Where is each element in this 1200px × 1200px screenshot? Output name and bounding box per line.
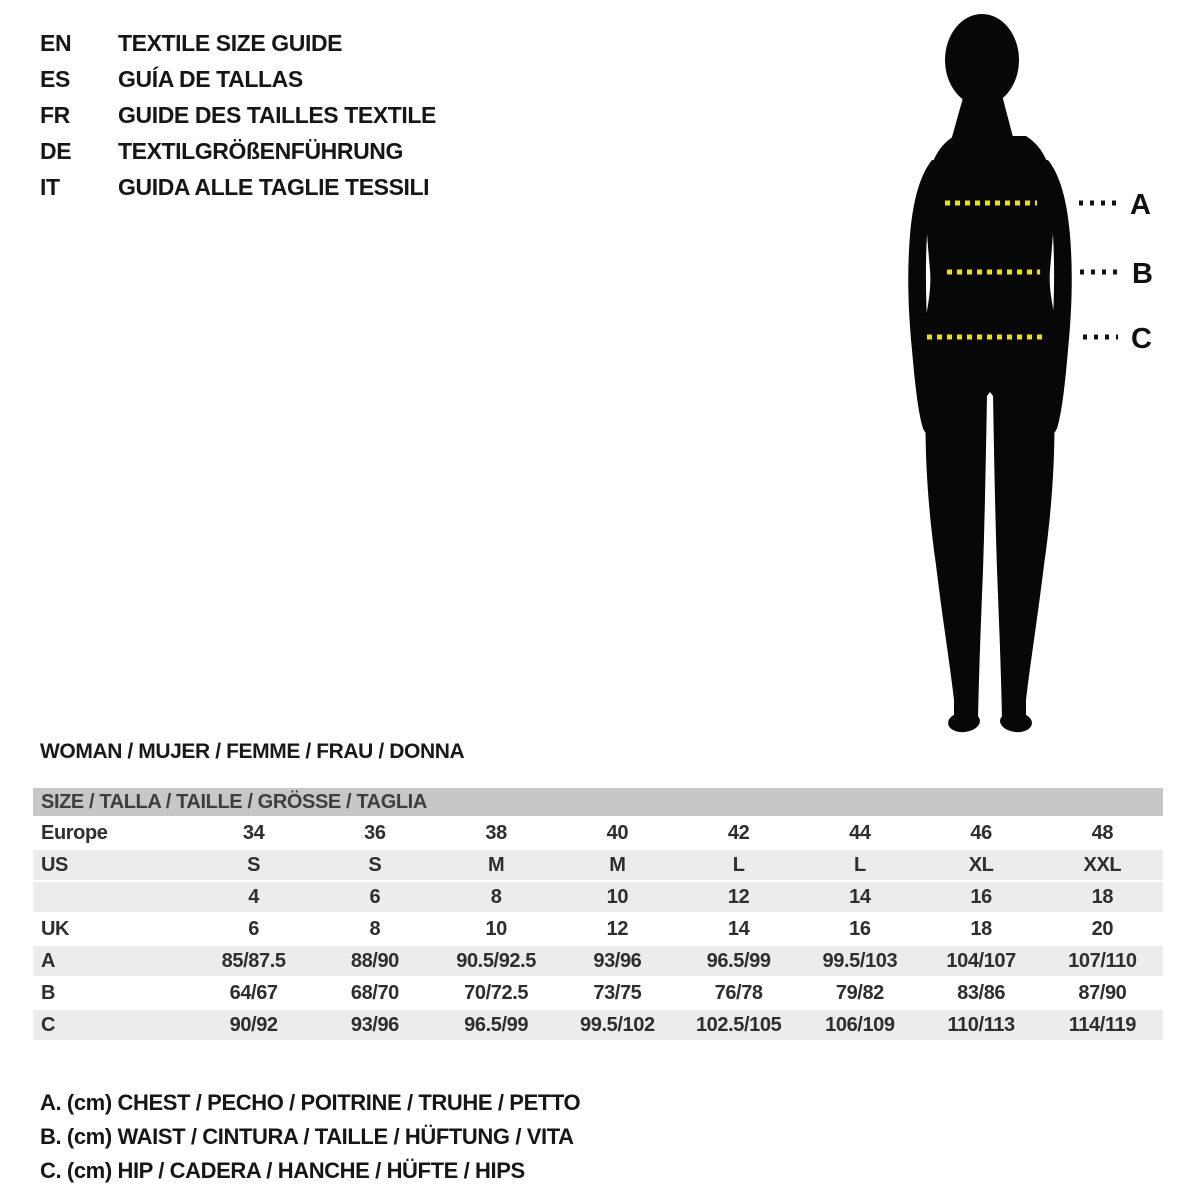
cell: 70/72.5 xyxy=(464,981,529,1004)
cell: 90/92 xyxy=(229,1013,278,1036)
cell: S xyxy=(368,853,382,876)
cell: 38 xyxy=(485,821,507,844)
lang-code: ES xyxy=(40,66,70,92)
cell: 73/75 xyxy=(593,981,642,1004)
cell: M xyxy=(609,853,626,876)
cell: 88/90 xyxy=(350,949,399,972)
cell: 106/109 xyxy=(825,1013,895,1036)
marker-label-a: A xyxy=(1130,189,1151,221)
cell: 12 xyxy=(727,885,750,908)
table-row-chest-a xyxy=(33,946,1163,976)
marker-label-c: C xyxy=(1131,323,1152,355)
row-label: UK xyxy=(41,917,70,940)
lang-title: TEXTILGRÖßENFÜHRUNG xyxy=(118,138,403,164)
cell: 12 xyxy=(606,917,629,940)
cell: 76/78 xyxy=(714,981,763,1004)
cell: XXL xyxy=(1083,853,1122,876)
lang-code: EN xyxy=(40,30,72,56)
cell: S xyxy=(247,853,261,876)
lang-code: IT xyxy=(40,174,60,200)
measurement-legend xyxy=(40,1086,580,1188)
cell: 68/70 xyxy=(350,981,399,1004)
cell: 6 xyxy=(369,885,381,908)
lang-code: DE xyxy=(40,138,72,164)
cell: 14 xyxy=(727,917,750,940)
table-row-europe xyxy=(33,818,1163,848)
row-label: US xyxy=(41,853,68,876)
cell: 10 xyxy=(606,885,629,908)
cell: 34 xyxy=(242,821,265,844)
measurement-figure xyxy=(880,0,1200,760)
cell: 110/113 xyxy=(947,1013,1015,1036)
cell: 6 xyxy=(248,917,259,940)
cell: L xyxy=(732,853,745,876)
cell: 40 xyxy=(606,821,629,844)
cell: 18 xyxy=(970,917,992,940)
size-table-header: SIZE / TALLA / TAILLE / GRÖSSE / TAGLIA xyxy=(33,788,1163,816)
cell: 4 xyxy=(248,885,259,908)
cell: 99.5/102 xyxy=(580,1013,655,1036)
cell: 64/67 xyxy=(229,981,278,1004)
cell: 8 xyxy=(369,917,381,940)
legend-waist: B. (cm) WAIST / CINTURA / TAILLE / HÜFTUNG / VITA xyxy=(40,1124,574,1149)
lang-title: TEXTILE SIZE GUIDE xyxy=(118,30,343,56)
cell: 99.5/103 xyxy=(822,949,898,972)
cell: 79/82 xyxy=(835,981,884,1004)
cell: 104/107 xyxy=(946,949,1016,972)
cell: 8 xyxy=(490,885,502,908)
table-row-us-letters xyxy=(33,850,1163,880)
section-title-woman: WOMAN / MUJER / FEMME / FRAU / DONNA xyxy=(40,740,465,763)
cell: 16 xyxy=(849,917,871,940)
cell: M xyxy=(487,853,505,876)
cell: L xyxy=(853,853,866,876)
table-row-hip-c xyxy=(33,1010,1163,1040)
cell: 42 xyxy=(727,821,750,844)
cell: 93/96 xyxy=(593,949,642,972)
cell: 93/96 xyxy=(350,1013,399,1036)
table-row-waist-b xyxy=(33,978,1163,1008)
lang-title: GUIDE DES TAILLES TEXTILE xyxy=(118,102,436,128)
cell: 87/90 xyxy=(1078,981,1127,1004)
cell: 14 xyxy=(849,885,871,908)
size-table xyxy=(33,788,1163,1042)
legend-chest: A. (cm) CHEST / PECHO / POITRINE / TRUHE / PETTO xyxy=(40,1090,581,1115)
cell: 114/119 xyxy=(1068,1013,1137,1036)
cell: 96.5/99 xyxy=(706,949,771,972)
cell: 36 xyxy=(364,821,386,844)
cell: 48 xyxy=(1091,821,1114,844)
cell: 20 xyxy=(1091,917,1114,940)
cell: 46 xyxy=(970,821,992,844)
cell: 102.5/105 xyxy=(695,1013,782,1036)
cell: 16 xyxy=(970,885,992,908)
cell: 18 xyxy=(1091,885,1114,908)
cell: 96.5/99 xyxy=(464,1013,529,1036)
woman-silhouette xyxy=(908,14,1071,734)
row-label: C xyxy=(41,1013,56,1036)
cell: XL xyxy=(968,853,994,876)
table-row-us-numbers xyxy=(33,882,1163,912)
woman-silhouette-svg xyxy=(880,0,1200,760)
cell: 90.5/92.5 xyxy=(456,949,537,972)
cell: 83/86 xyxy=(957,981,1006,1004)
row-label: Europe xyxy=(41,821,108,844)
lang-code: FR xyxy=(40,102,70,128)
lang-title: GUIDA ALLE TAGLIE TESSILI xyxy=(118,174,430,200)
marker-label-b: B xyxy=(1132,258,1153,290)
lang-title: GUÍA DE TALLAS xyxy=(118,66,303,92)
cell: 107/110 xyxy=(1068,949,1137,972)
cell: 44 xyxy=(849,821,871,844)
cell: 85/87.5 xyxy=(221,949,286,972)
legend-hip: C. (cm) HIP / CADERA / HANCHE / HÜFTE / HIPS xyxy=(40,1158,525,1183)
cell: 10 xyxy=(485,917,507,940)
table-row-uk xyxy=(33,914,1163,944)
row-label: A xyxy=(41,949,56,972)
row-label: B xyxy=(41,981,56,1004)
language-title-list xyxy=(40,32,436,199)
